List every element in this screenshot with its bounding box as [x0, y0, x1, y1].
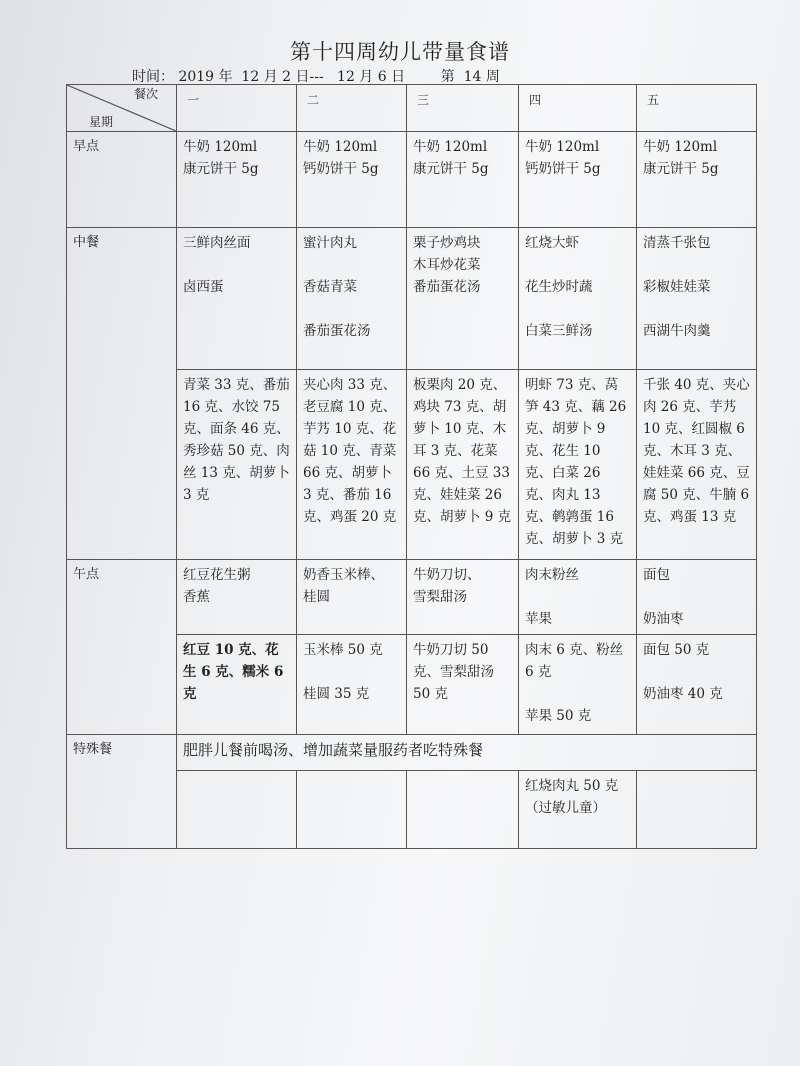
breakfast-mon: 牛奶 120ml 康元饼干 5g: [177, 132, 297, 228]
meal-header: 餐次: [133, 87, 158, 101]
lunch-dish-thu: 红烧大虾 花生炒时蔬 白菜三鲜汤: [519, 228, 637, 370]
breakfast-fri: 牛奶 120ml 康元饼干 5g: [637, 132, 757, 228]
day-header-wed: 三: [407, 85, 519, 132]
special-label: 特殊餐: [67, 735, 177, 849]
date-line: 时间： 2019 年 12 月 2 日--- 12 月 6 日 第 14 周: [132, 69, 500, 85]
lunch-dish-tue: 蜜汁肉丸 香菇青菜 番茄蛋花汤: [297, 228, 407, 370]
lunch-amount-thu: 明虾 73 克、莴笋 43 克、藕 26 克、胡萝卜 9 克、花生 10 克、白菜 26 克、肉丸 13 克、鹌鹑蛋 16 克、胡萝卜 3 克: [519, 370, 637, 560]
weekday-header: 星期: [89, 115, 114, 129]
day-header-tue: 二: [297, 85, 407, 132]
lunch-amount-fri: 千张 40 克、夹心肉 26 克、芋艿 10 克、红圆椒 6 克、木耳 3 克、娃娃菜 66 克、豆腐 50 克、牛腩 6 克、鸡蛋 13 克: [637, 370, 757, 560]
snack-amount-wed: 牛奶刀切 50 克、雪梨甜汤 50 克: [407, 635, 519, 735]
lunch-label: 中餐: [67, 228, 177, 560]
lunch-amount-mon: 青菜 33 克、番茄 16 克、水饺 75 克、面条 46 克、秀珍菇 50 克、肉丝 13 克、胡萝卜 3 克: [177, 370, 297, 560]
day-header-mon: 一: [177, 85, 297, 132]
snack-dish-thu: 肉末粉丝 苹果: [519, 560, 637, 635]
breakfast-wed: 牛奶 120ml 康元饼干 5g: [407, 132, 519, 228]
breakfast-tue: 牛奶 120ml 钙奶饼干 5g: [297, 132, 407, 228]
special-item-mon: [177, 771, 297, 849]
snack-amount-mon: 红豆 10 克、花生 6 克、糯米 6 克: [177, 635, 297, 735]
breakfast-label: 早点: [67, 132, 177, 228]
special-item-thu: 红烧肉丸 50 克 （过敏儿童）: [519, 771, 637, 849]
breakfast-thu: 牛奶 120ml 钙奶饼干 5g: [519, 132, 637, 228]
snack-dishes-row: [67, 560, 757, 635]
special-note: 肥胖儿餐前喝汤、增加蔬菜量服药者吃特殊餐: [177, 735, 757, 771]
lunch-dish-wed: 栗子炒鸡块 木耳炒花菜 番茄蛋花汤: [407, 228, 519, 370]
special-item-fri: [637, 771, 757, 849]
snack-dish-mon: 红豆花生粥 香蕉: [177, 560, 297, 635]
lunch-dish-fri: 清蒸千张包 彩椒娃娃菜 西湖牛肉羹: [637, 228, 757, 370]
day-header-thu: 四: [519, 85, 637, 132]
special-item-tue: [297, 771, 407, 849]
special-item-wed: [407, 771, 519, 849]
lunch-amount-tue: 夹心肉 33 克、老豆腐 10 克、芋艿 10 克、花菇 10 克、青菜 66 克、胡萝卜 3 克、番茄 16 克、鸡蛋 20 克: [297, 370, 407, 560]
special-note-row: [67, 735, 757, 771]
snack-amount-tue: 玉米棒 50 克 桂圆 35 克: [297, 635, 407, 735]
lunch-amount-wed: 板栗肉 20 克、鸡块 73 克、胡萝卜 10 克、木耳 3 克、花菜 66 克、土豆 33 克、娃娃菜 26 克、胡萝卜 9 克: [407, 370, 519, 560]
snack-dish-fri: 面包 奶油枣: [637, 560, 757, 635]
page-title: 第十四周幼儿带量食谱: [290, 40, 510, 64]
lunch-dish-mon: 三鲜肉丝面 卤西蛋: [177, 228, 297, 370]
snack-amount-fri: 面包 50 克 奶油枣 40 克: [637, 635, 757, 735]
snack-amount-thu: 肉末 6 克、粉丝 6 克 苹果 50 克: [519, 635, 637, 735]
snack-label: 午点: [67, 560, 177, 735]
header-row: [67, 85, 757, 132]
snack-dish-tue: 奶香玉米棒、 桂圆: [297, 560, 407, 635]
header-diagonal-cell: [67, 85, 177, 132]
day-header-fri: 五: [637, 85, 757, 132]
diagonal-line: [67, 85, 176, 131]
snack-dish-wed: 牛奶刀切、 雪梨甜汤: [407, 560, 519, 635]
breakfast-row: [67, 132, 757, 228]
lunch-dishes-row: [67, 228, 757, 370]
menu-table: [66, 84, 757, 849]
